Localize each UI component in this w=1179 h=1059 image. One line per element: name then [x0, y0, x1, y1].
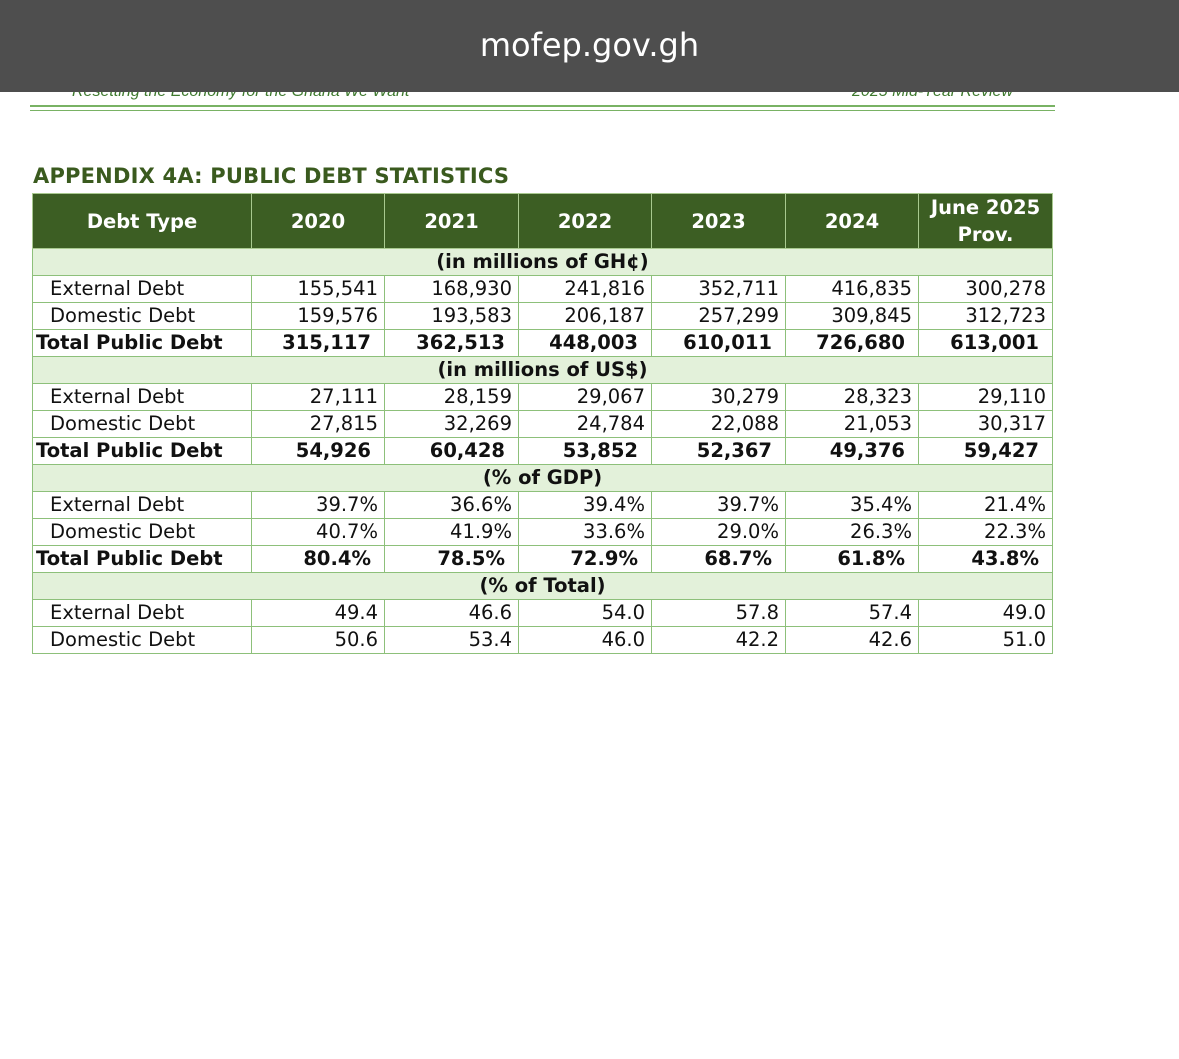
section-header-ghc — [33, 249, 1053, 276]
cell: 309,845 — [786, 303, 919, 330]
cell: 300,278 — [919, 276, 1053, 303]
cell: 54.0 — [519, 600, 652, 627]
table-row — [33, 492, 1053, 519]
cell: 28,159 — [385, 384, 519, 411]
cell: 29.0% — [652, 519, 786, 546]
cell: 22,088 — [652, 411, 786, 438]
header-2020: 2020 — [252, 194, 385, 249]
row-label: External Debt — [33, 276, 252, 303]
section-header-pct-gdp — [33, 465, 1053, 492]
row-label: Domestic Debt — [33, 411, 252, 438]
row-label: External Debt — [33, 600, 252, 627]
cell: 42.6 — [786, 627, 919, 654]
row-label: Total Public Debt — [33, 546, 252, 573]
header-2023: 2023 — [652, 194, 786, 249]
cell: 39.4% — [519, 492, 652, 519]
cell: 155,541 — [252, 276, 385, 303]
cell: 42.2 — [652, 627, 786, 654]
cell: 312,723 — [919, 303, 1053, 330]
cell: 61.8% — [786, 546, 919, 573]
public-debt-table — [32, 193, 1053, 654]
cell: 352,711 — [652, 276, 786, 303]
table-row — [33, 600, 1053, 627]
header-debt-type: Debt Type — [33, 194, 252, 249]
cell: 43.8% — [919, 546, 1053, 573]
header-2024: 2024 — [786, 194, 919, 249]
table-row — [33, 519, 1053, 546]
cell: 51.0 — [919, 627, 1053, 654]
row-label: Domestic Debt — [33, 303, 252, 330]
appendix-title: APPENDIX 4A: PUBLIC DEBT STATISTICS — [33, 164, 510, 188]
cell: 193,583 — [385, 303, 519, 330]
cell: 46.6 — [385, 600, 519, 627]
total-row — [33, 546, 1053, 573]
cell: 72.9% — [519, 546, 652, 573]
header-prov: Prov. — [957, 223, 1014, 246]
cell: 59,427 — [919, 438, 1053, 465]
cell: 36.6% — [385, 492, 519, 519]
cell: 27,111 — [252, 384, 385, 411]
cell: 33.6% — [519, 519, 652, 546]
total-row — [33, 330, 1053, 357]
cell: 22.3% — [919, 519, 1053, 546]
cell: 206,187 — [519, 303, 652, 330]
cell: 57.8 — [652, 600, 786, 627]
cell: 46.0 — [519, 627, 652, 654]
cell: 613,001 — [919, 330, 1053, 357]
cell: 52,367 — [652, 438, 786, 465]
row-label: Total Public Debt — [33, 438, 252, 465]
section-title: (in millions of US$) — [33, 357, 1053, 384]
table-row — [33, 303, 1053, 330]
section-title: (% of GDP) — [33, 465, 1053, 492]
section-header-usd — [33, 357, 1053, 384]
total-row — [33, 438, 1053, 465]
browser-url-bar[interactable] — [0, 0, 1179, 92]
cell: 362,513 — [385, 330, 519, 357]
cell: 24,784 — [519, 411, 652, 438]
table-header-row — [33, 194, 1053, 249]
row-label: External Debt — [33, 384, 252, 411]
cell: 29,067 — [519, 384, 652, 411]
header-2022: 2022 — [519, 194, 652, 249]
cell: 168,930 — [385, 276, 519, 303]
cell: 416,835 — [786, 276, 919, 303]
section-title: (in millions of GH¢) — [33, 249, 1053, 276]
table-row — [33, 411, 1053, 438]
cell: 32,269 — [385, 411, 519, 438]
cell: 27,815 — [252, 411, 385, 438]
cell: 39.7% — [652, 492, 786, 519]
cell: 49.4 — [252, 600, 385, 627]
cell: 78.5% — [385, 546, 519, 573]
cell: 241,816 — [519, 276, 652, 303]
section-title: (% of Total) — [33, 573, 1053, 600]
cell: 49.0 — [919, 600, 1053, 627]
cell: 30,317 — [919, 411, 1053, 438]
cell: 448,003 — [519, 330, 652, 357]
row-label: Domestic Debt — [33, 627, 252, 654]
cell: 30,279 — [652, 384, 786, 411]
cell: 21,053 — [786, 411, 919, 438]
cell: 610,011 — [652, 330, 786, 357]
cell: 53,852 — [519, 438, 652, 465]
cell: 80.4% — [252, 546, 385, 573]
table-row — [33, 276, 1053, 303]
cell: 54,926 — [252, 438, 385, 465]
cell: 68.7% — [652, 546, 786, 573]
cell: 57.4 — [786, 600, 919, 627]
header-rule — [30, 105, 1055, 107]
cell: 315,117 — [252, 330, 385, 357]
url-text[interactable]: mofep.gov.gh — [479, 26, 700, 64]
cell: 53.4 — [385, 627, 519, 654]
header-june-2025: June 2025 — [930, 196, 1041, 219]
cell: 26.3% — [786, 519, 919, 546]
row-label: Domestic Debt — [33, 519, 252, 546]
header-june-2025-prov — [919, 194, 1053, 249]
cell: 35.4% — [786, 492, 919, 519]
cell: 257,299 — [652, 303, 786, 330]
cell: 60,428 — [385, 438, 519, 465]
cell: 49,376 — [786, 438, 919, 465]
cell: 159,576 — [252, 303, 385, 330]
table-row — [33, 627, 1053, 654]
cell: 39.7% — [252, 492, 385, 519]
row-label: External Debt — [33, 492, 252, 519]
section-header-pct-total — [33, 573, 1053, 600]
cell: 28,323 — [786, 384, 919, 411]
cell: 29,110 — [919, 384, 1053, 411]
cell: 50.6 — [252, 627, 385, 654]
cell: 40.7% — [252, 519, 385, 546]
header-rule-thin — [30, 110, 1055, 111]
row-label: Total Public Debt — [33, 330, 252, 357]
table-row — [33, 384, 1053, 411]
cell: 726,680 — [786, 330, 919, 357]
header-2021: 2021 — [385, 194, 519, 249]
cell: 41.9% — [385, 519, 519, 546]
cell: 21.4% — [919, 492, 1053, 519]
